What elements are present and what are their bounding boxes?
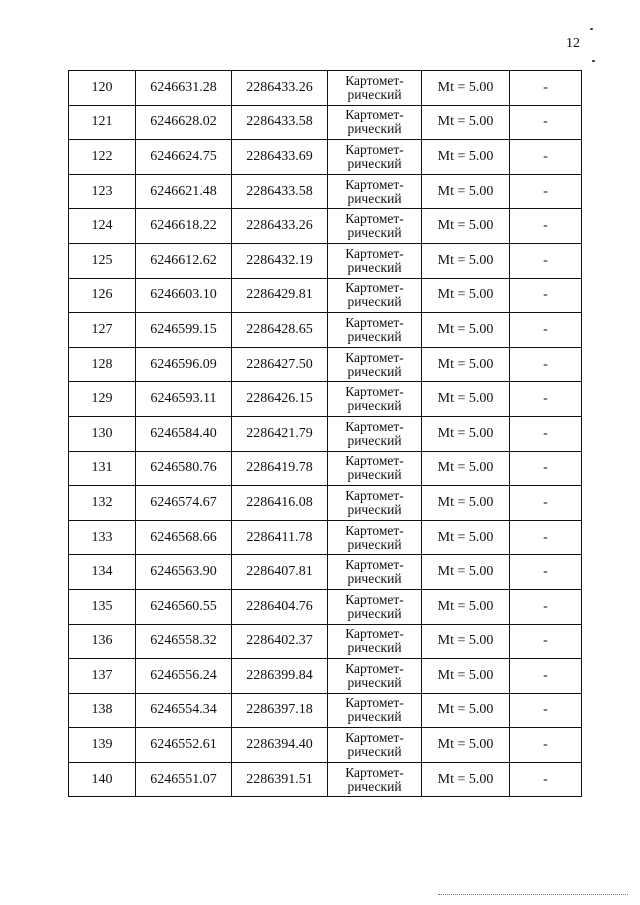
accuracy-cell: Mt = 5.00	[422, 382, 510, 417]
point-number-cell: 137	[69, 659, 136, 694]
point-number-cell: 138	[69, 693, 136, 728]
note-cell: -	[510, 555, 582, 590]
x-coordinate-cell: 6246551.07	[136, 762, 232, 797]
y-coordinate-cell: 2286421.79	[232, 416, 328, 451]
point-number-cell: 129	[69, 382, 136, 417]
accuracy-cell: Mt = 5.00	[422, 762, 510, 797]
point-number-cell: 121	[69, 105, 136, 140]
y-coordinate-cell: 2286433.58	[232, 105, 328, 140]
x-coordinate-cell: 6246621.48	[136, 174, 232, 209]
method-text-line2: рический	[347, 778, 402, 794]
y-coordinate-cell: 2286432.19	[232, 243, 328, 278]
note-cell: -	[510, 659, 582, 694]
note-cell: -	[510, 451, 582, 486]
method-text-line2: рический	[347, 294, 402, 310]
y-coordinate-cell: 2286407.81	[232, 555, 328, 590]
point-number-cell: 136	[69, 624, 136, 659]
method-text-line2: рический	[347, 674, 402, 690]
method-cell	[328, 347, 422, 382]
y-coordinate-cell: 2286397.18	[232, 693, 328, 728]
method-text-line1: Картомет-	[345, 107, 404, 123]
x-coordinate-cell: 6246556.24	[136, 659, 232, 694]
y-coordinate-cell: 2286402.37	[232, 624, 328, 659]
method-text-line2: рический	[347, 121, 402, 137]
method-text-line1: Картомет-	[345, 557, 404, 573]
method-cell	[328, 174, 422, 209]
table-row	[69, 209, 582, 244]
note-cell: -	[510, 693, 582, 728]
x-coordinate-cell: 6246558.32	[136, 624, 232, 659]
method-text-line2: рический	[347, 259, 402, 275]
method-text-line1: Картомет-	[345, 626, 404, 642]
accuracy-cell: Mt = 5.00	[422, 486, 510, 521]
method-text-line1: Картомет-	[345, 314, 404, 330]
table-row	[69, 278, 582, 313]
point-number-cell: 127	[69, 313, 136, 348]
point-number-cell: 134	[69, 555, 136, 590]
method-text-line1: Картомет-	[345, 245, 404, 261]
point-number-cell: 128	[69, 347, 136, 382]
scan-speck	[592, 60, 595, 62]
accuracy-cell: Mt = 5.00	[422, 313, 510, 348]
table-row	[69, 555, 582, 590]
accuracy-cell: Mt = 5.00	[422, 209, 510, 244]
accuracy-cell: Mt = 5.00	[422, 140, 510, 175]
method-text-line2: рический	[347, 709, 402, 725]
method-text-line1: Картомет-	[345, 487, 404, 503]
x-coordinate-cell: 6246552.61	[136, 728, 232, 763]
x-coordinate-cell: 6246568.66	[136, 520, 232, 555]
method-text-line1: Картомет-	[345, 418, 404, 434]
table-row	[69, 693, 582, 728]
y-coordinate-cell: 2286419.78	[232, 451, 328, 486]
table-row	[69, 624, 582, 659]
y-coordinate-cell: 2286404.76	[232, 589, 328, 624]
method-cell	[328, 209, 422, 244]
method-cell	[328, 243, 422, 278]
accuracy-cell: Mt = 5.00	[422, 555, 510, 590]
point-number-cell: 120	[69, 71, 136, 106]
y-coordinate-cell: 2286427.50	[232, 347, 328, 382]
note-cell: -	[510, 174, 582, 209]
method-text-line1: Картомет-	[345, 695, 404, 711]
method-text-line2: рический	[347, 640, 402, 656]
method-text-line2: рический	[347, 86, 402, 102]
method-text-line1: Картомет-	[345, 453, 404, 469]
table-row	[69, 520, 582, 555]
method-text-line2: рический	[347, 536, 402, 552]
coordinates-table	[68, 70, 582, 797]
table-row	[69, 416, 582, 451]
table-row	[69, 451, 582, 486]
table-row	[69, 71, 582, 106]
scan-speck	[590, 28, 593, 30]
note-cell: -	[510, 520, 582, 555]
x-coordinate-cell: 6246624.75	[136, 140, 232, 175]
table-row	[69, 589, 582, 624]
point-number-cell: 140	[69, 762, 136, 797]
method-text-line1: Картомет-	[345, 591, 404, 607]
method-text-line1: Картомет-	[345, 280, 404, 296]
method-cell	[328, 416, 422, 451]
method-cell	[328, 140, 422, 175]
note-cell: -	[510, 243, 582, 278]
y-coordinate-cell: 2286416.08	[232, 486, 328, 521]
point-number-cell: 130	[69, 416, 136, 451]
x-coordinate-cell: 6246628.02	[136, 105, 232, 140]
table-row	[69, 243, 582, 278]
y-coordinate-cell: 2286433.26	[232, 71, 328, 106]
accuracy-cell: Mt = 5.00	[422, 243, 510, 278]
accuracy-cell: Mt = 5.00	[422, 174, 510, 209]
point-number-cell: 126	[69, 278, 136, 313]
method-text-line1: Картомет-	[345, 522, 404, 538]
x-coordinate-cell: 6246554.34	[136, 693, 232, 728]
x-coordinate-cell: 6246560.55	[136, 589, 232, 624]
table-row	[69, 347, 582, 382]
method-text-line1: Картомет-	[345, 764, 404, 780]
table-row	[69, 174, 582, 209]
y-coordinate-cell: 2286394.40	[232, 728, 328, 763]
method-text-line1: Картомет-	[345, 176, 404, 192]
method-cell	[328, 659, 422, 694]
method-text-line1: Картомет-	[345, 211, 404, 227]
accuracy-cell: Mt = 5.00	[422, 347, 510, 382]
method-cell	[328, 520, 422, 555]
point-number-cell: 135	[69, 589, 136, 624]
method-text-line1: Картомет-	[345, 349, 404, 365]
method-cell	[328, 382, 422, 417]
point-number-cell: 139	[69, 728, 136, 763]
note-cell: -	[510, 416, 582, 451]
method-cell	[328, 451, 422, 486]
accuracy-cell: Mt = 5.00	[422, 659, 510, 694]
note-cell: -	[510, 382, 582, 417]
method-text-line2: рический	[347, 225, 402, 241]
x-coordinate-cell: 6246596.09	[136, 347, 232, 382]
method-text-line1: Картомет-	[345, 730, 404, 746]
table-row	[69, 486, 582, 521]
table-row	[69, 313, 582, 348]
method-text-line2: рический	[347, 328, 402, 344]
note-cell: -	[510, 105, 582, 140]
method-text-line2: рический	[347, 744, 402, 760]
y-coordinate-cell: 2286433.69	[232, 140, 328, 175]
method-cell	[328, 728, 422, 763]
note-cell: -	[510, 278, 582, 313]
method-text-line1: Картомет-	[345, 72, 404, 88]
accuracy-cell: Mt = 5.00	[422, 589, 510, 624]
method-text-line2: рический	[347, 571, 402, 587]
y-coordinate-cell: 2286433.58	[232, 174, 328, 209]
point-number-cell: 132	[69, 486, 136, 521]
method-cell	[328, 486, 422, 521]
table-body	[69, 71, 582, 797]
note-cell: -	[510, 140, 582, 175]
method-text-line1: Картомет-	[345, 141, 404, 157]
table-row	[69, 728, 582, 763]
note-cell: -	[510, 728, 582, 763]
scan-artifact-line	[438, 894, 628, 897]
accuracy-cell: Mt = 5.00	[422, 278, 510, 313]
page-number: 12	[566, 36, 580, 51]
accuracy-cell: Mt = 5.00	[422, 71, 510, 106]
method-cell	[328, 693, 422, 728]
method-text-line2: рический	[347, 155, 402, 171]
point-number-cell: 122	[69, 140, 136, 175]
note-cell: -	[510, 71, 582, 106]
x-coordinate-cell: 6246618.22	[136, 209, 232, 244]
x-coordinate-cell: 6246603.10	[136, 278, 232, 313]
y-coordinate-cell: 2286391.51	[232, 762, 328, 797]
accuracy-cell: Mt = 5.00	[422, 624, 510, 659]
method-cell	[328, 555, 422, 590]
x-coordinate-cell: 6246580.76	[136, 451, 232, 486]
y-coordinate-cell: 2286433.26	[232, 209, 328, 244]
method-cell	[328, 313, 422, 348]
accuracy-cell: Mt = 5.00	[422, 693, 510, 728]
method-text-line2: рический	[347, 605, 402, 621]
table-row	[69, 659, 582, 694]
note-cell: -	[510, 209, 582, 244]
x-coordinate-cell: 6246599.15	[136, 313, 232, 348]
method-text-line2: рический	[347, 363, 402, 379]
table-row	[69, 762, 582, 797]
point-number-cell: 133	[69, 520, 136, 555]
point-number-cell: 131	[69, 451, 136, 486]
x-coordinate-cell: 6246574.67	[136, 486, 232, 521]
method-cell	[328, 589, 422, 624]
note-cell: -	[510, 589, 582, 624]
y-coordinate-cell: 2286426.15	[232, 382, 328, 417]
note-cell: -	[510, 762, 582, 797]
accuracy-cell: Mt = 5.00	[422, 105, 510, 140]
x-coordinate-cell: 6246584.40	[136, 416, 232, 451]
x-coordinate-cell: 6246593.11	[136, 382, 232, 417]
x-coordinate-cell: 6246563.90	[136, 555, 232, 590]
accuracy-cell: Mt = 5.00	[422, 728, 510, 763]
table-row	[69, 140, 582, 175]
note-cell: -	[510, 313, 582, 348]
y-coordinate-cell: 2286428.65	[232, 313, 328, 348]
point-number-cell: 125	[69, 243, 136, 278]
method-cell	[328, 624, 422, 659]
method-cell	[328, 278, 422, 313]
method-text-line2: рический	[347, 432, 402, 448]
table-row	[69, 382, 582, 417]
accuracy-cell: Mt = 5.00	[422, 520, 510, 555]
point-number-cell: 123	[69, 174, 136, 209]
method-text-line2: рический	[347, 398, 402, 414]
method-text-line2: рический	[347, 467, 402, 483]
method-cell	[328, 105, 422, 140]
method-cell	[328, 71, 422, 106]
method-text-line1: Картомет-	[345, 660, 404, 676]
note-cell: -	[510, 624, 582, 659]
y-coordinate-cell: 2286399.84	[232, 659, 328, 694]
method-text-line2: рический	[347, 190, 402, 206]
point-number-cell: 124	[69, 209, 136, 244]
note-cell: -	[510, 347, 582, 382]
method-text-line1: Картомет-	[345, 384, 404, 400]
note-cell: -	[510, 486, 582, 521]
method-text-line2: рический	[347, 501, 402, 517]
method-cell	[328, 762, 422, 797]
table-row	[69, 105, 582, 140]
x-coordinate-cell: 6246631.28	[136, 71, 232, 106]
accuracy-cell: Mt = 5.00	[422, 416, 510, 451]
y-coordinate-cell: 2286429.81	[232, 278, 328, 313]
y-coordinate-cell: 2286411.78	[232, 520, 328, 555]
x-coordinate-cell: 6246612.62	[136, 243, 232, 278]
accuracy-cell: Mt = 5.00	[422, 451, 510, 486]
